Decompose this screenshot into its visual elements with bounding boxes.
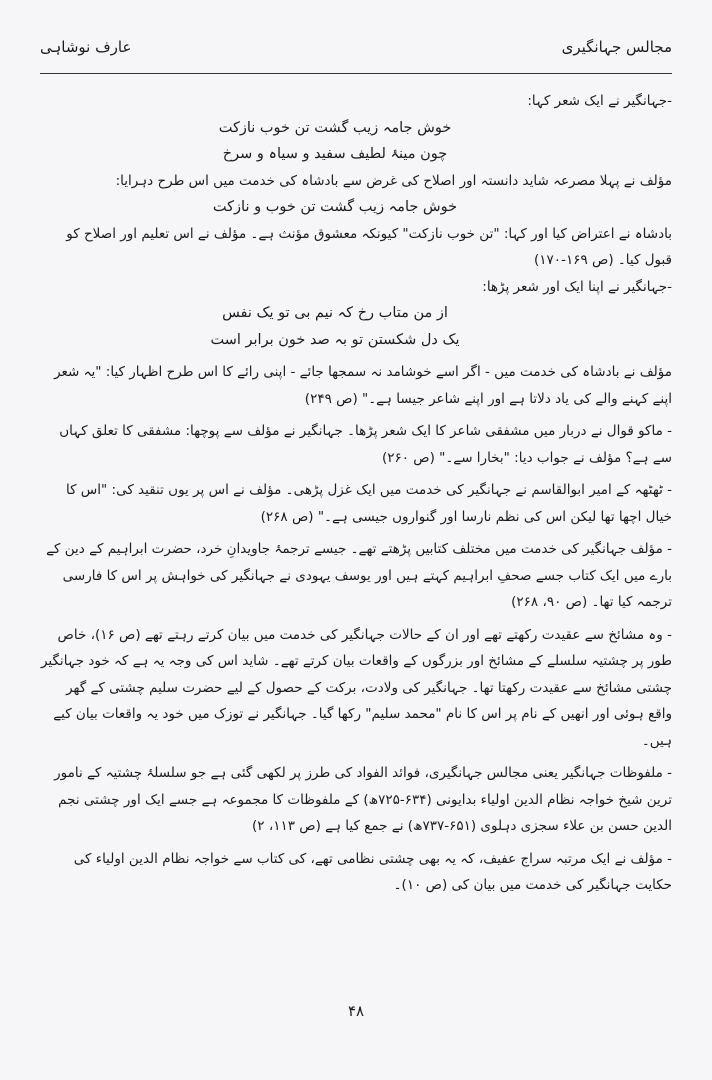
page-number: ۴۸ (347, 1002, 365, 1020)
paragraph-1: -جہانگیر نے ایک شعر کہا: (527, 93, 672, 109)
paragraph-3: بادشاہ نے اعتراض کیا اور کہا: "تن خوب نازکت" کیونکہ معشوق مؤنث ہے۔ مؤلف نے اس تعلیم اور اصلاح کو قبول کیا۔ (ص ۱۶۹-۱۷۰) (66, 225, 672, 268)
paragraph-8: - مؤلف جہانگیر کی خدمت میں مختلف کتابیں پڑھتے تھے۔ جیسے ترجمۂ جاویدانِ خرد، حضرت ابراہیم کے دین کے بارے میں ایک کتاب جسے صحفِ ابراہیم کہتے ہیں اور یوسف یہودی نے جہانگیر کی خواہش پر اس کا فارسی ترجمہ کیا تھا۔ (ص ۹۰، ۲۶۸) (46, 541, 672, 610)
paragraph-11: - مؤلف نے ایک مرتبہ سراج عفیف، کہ یہ بھی چشتی نظامی تھے، کی کتاب سے خواجہ نظام الدین اولیاء کی حکایت جہانگیر کی خدمت میں بیان کی (ص ۱۰)۔ (73, 850, 672, 893)
header-rule (40, 73, 672, 74)
book-title: مجالس جہانگیری (561, 38, 672, 56)
paragraph-4: -جہانگیر نے اپنا ایک اور شعر پڑھا: (482, 278, 672, 295)
page-body (38, 88, 672, 899)
verse-2-line-1: خوش جامہ زیب گشت تن خوب و نازکت (212, 199, 458, 215)
verse-1-line-1: خوش جامہ زیب گشت تن خوب نازکت (218, 119, 452, 136)
verse-1-line-2: چون مینۂ لطیف سفید و سیاہ و سرخ (222, 146, 448, 162)
paragraph-5: مؤلف نے بادشاہ کی خدمت میں - اگر اسے خوشامد نہ سمجھا جائے - اپنی رائے کا اس طرح اظہار کیا: "یہ شعر اپنے کہنے والے کی یاد دلاتا ہے اور اپنے شاعر جیسا ہے۔" (ص ۲۴۹) (54, 364, 672, 407)
author-name: عارف نوشاہی (40, 38, 132, 56)
verse-3-line-2: یک دل شکستن تو بہ صد خون برابر است (210, 331, 460, 348)
paragraph-9: - وہ مشائخ سے عقیدت رکھتے تھے اور ان کے حالات جہانگیر کی خدمت میں بیان کرتے رہتے تھے (ص ۱۶)، خاص طور پر چشتیہ سلسلے کے مشائخ اور بزرگوں کے واقعات بیان کرتے تھے۔ شاید اس کی وجہ یہ ہے کہ خود جہانگیر چشتی مشائخ سے عقیدت رکھتا تھا۔ جہانگیر کی ولادت، برکت کے حصول کے لیے حضرت سلیم چشتی کے گھر واقع ہوئی اور انھیں کے نام پر اس کا نام "محمد سلیم" رکھا گیا۔ جہانگیر نے توزک میں خود یہ واقعات بیان کیے ہیں۔ (40, 626, 672, 749)
running-head (40, 38, 672, 64)
paragraph-10: - ملفوظات جہانگیر یعنی مجالس جہانگیری، فوائد الفواد کی طرز پر لکھی گئی ہے جو سلسلۂ چشتیہ کے نامور ترین شیخ خواجہ نظام الدین اولیاء بدایونی (۶۳۴-۷۲۵ھ) کے ملفوظات کا مجموعہ ہے جسے ایک اور چشتی نجم الدین حسن بن علاء سجزی دہلوی (۶۵۱-۷۳۷ھ) نے جمع کیا ہے (ص ۱۱۳، ۲) (54, 765, 672, 834)
paragraph-2: مؤلف نے پہلا مصرعہ شاید دانستہ اور اصلاح کی غرض سے بادشاہ کی خدمت میں اس طرح دہرایا: (115, 172, 672, 189)
verse-3-line-1: از من متاب رخ کہ نیم بی تو یک نفس (222, 305, 448, 321)
paragraph-6: - ماکو قوال نے دربار میں مشفقی شاعر کا ایک شعر پڑھا۔ جہانگیر نے مؤلف سے پوچھا: مشفقی کا تعلق کہاں سے ہے؟ مؤلف نے جواب دیا: "بخارا سے۔" (ص ۲۶۰) (59, 423, 672, 466)
paragraph-7: - ٹھٹھہ کے امیر ابوالقاسم نے جہانگیر کی خدمت میں ایک غزل پڑھی۔ مؤلف نے اس پر یوں تنقید کی: "اس کا خیال اچھا تھا لیکن اس کی نظم نارسا اور گنواروں جیسی ہے۔" (ص ۲۶۸) (65, 482, 672, 525)
